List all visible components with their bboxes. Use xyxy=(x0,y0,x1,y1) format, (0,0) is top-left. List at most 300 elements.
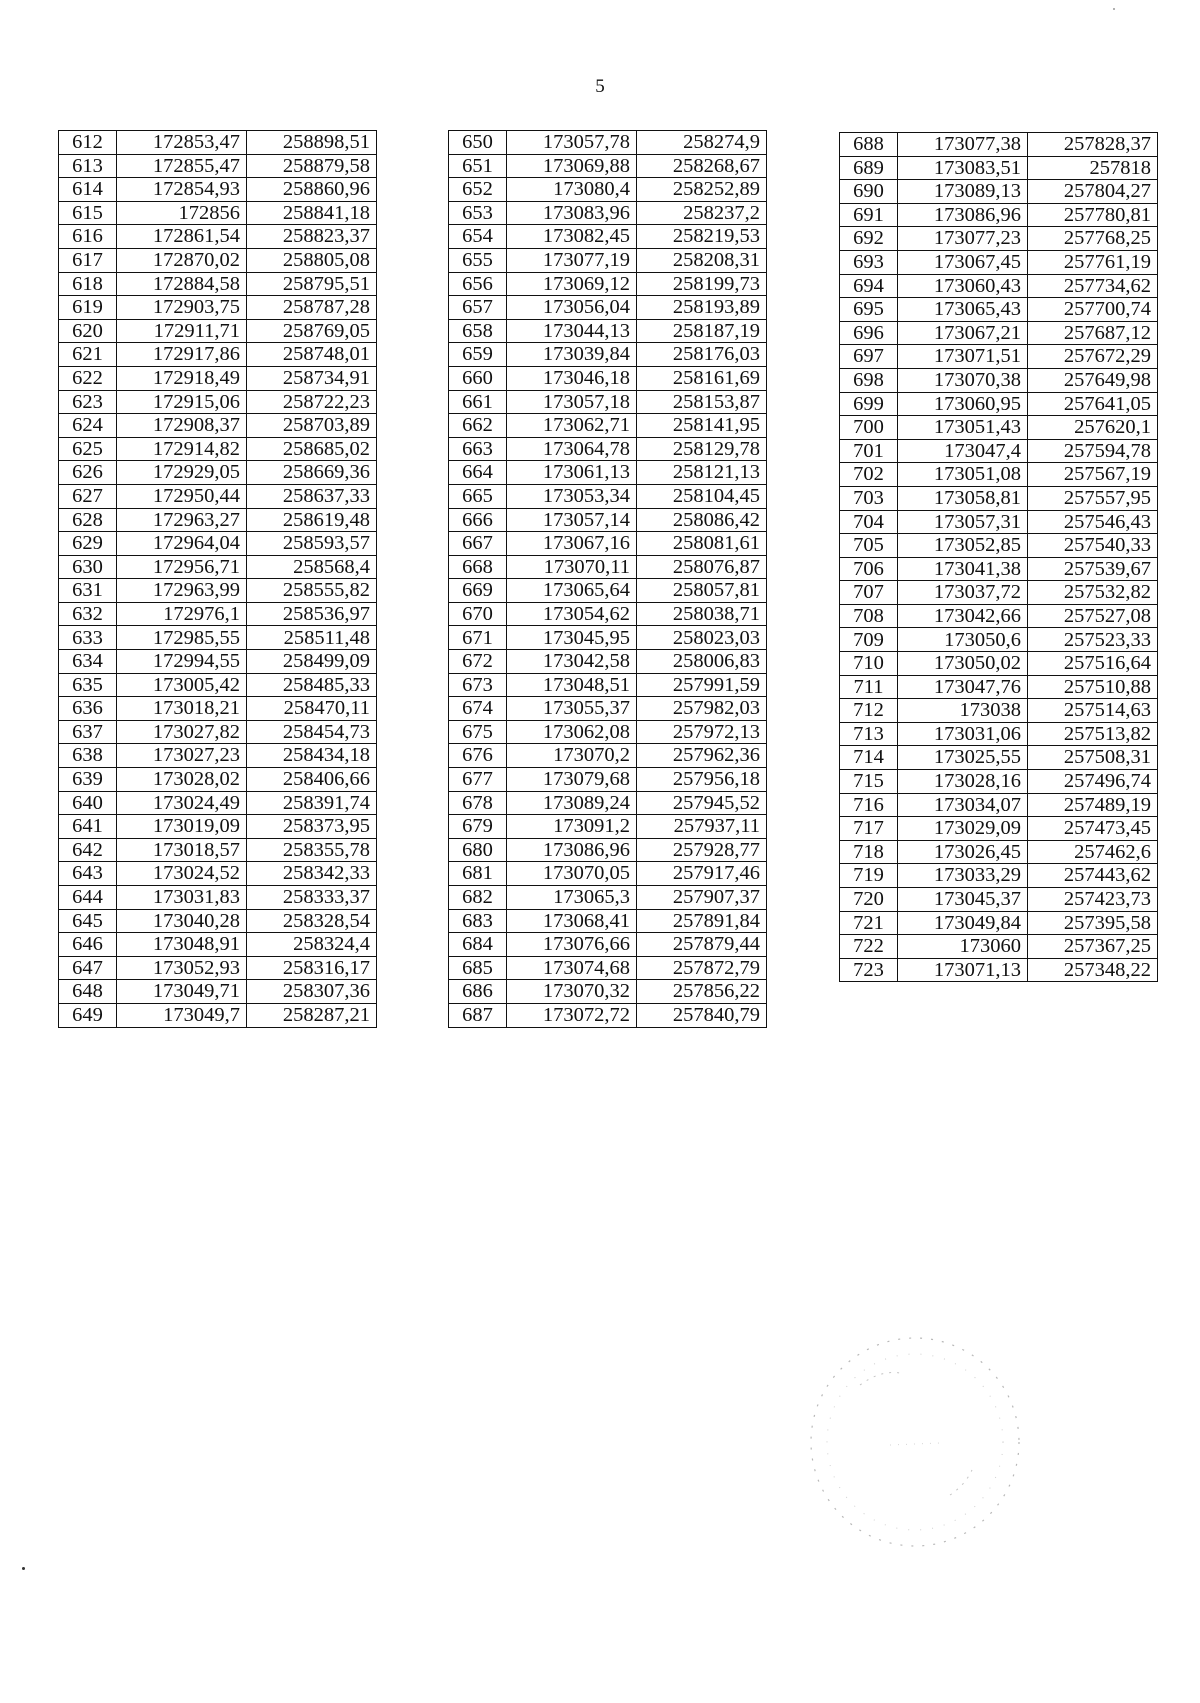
y-coordinate-cell: 258076,87 xyxy=(637,555,767,579)
table-row xyxy=(59,366,377,390)
table-row xyxy=(840,156,1158,180)
table-row xyxy=(840,486,1158,510)
table-row xyxy=(59,980,377,1004)
point-number-cell: 679 xyxy=(449,815,507,839)
point-number-cell: 718 xyxy=(840,840,898,864)
table-row xyxy=(59,720,377,744)
x-coordinate-cell: 173045,95 xyxy=(507,626,637,650)
x-coordinate-cell: 173029,09 xyxy=(898,817,1028,841)
y-coordinate-cell: 257649,98 xyxy=(1028,368,1158,392)
point-number-cell: 661 xyxy=(449,390,507,414)
point-number-cell: 657 xyxy=(449,296,507,320)
point-number-cell: 639 xyxy=(59,768,117,792)
x-coordinate-cell: 173060,43 xyxy=(898,274,1028,298)
x-coordinate-cell: 173042,58 xyxy=(507,650,637,674)
y-coordinate-cell: 257641,05 xyxy=(1028,392,1158,416)
x-coordinate-cell: 173049,7 xyxy=(117,1003,247,1027)
x-coordinate-cell: 173070,32 xyxy=(507,980,637,1004)
table-row xyxy=(840,227,1158,251)
table-row xyxy=(59,461,377,485)
table-row xyxy=(59,484,377,508)
x-coordinate-cell: 173062,08 xyxy=(507,720,637,744)
table-row xyxy=(449,272,767,296)
y-coordinate-cell: 257489,19 xyxy=(1028,793,1158,817)
table-row xyxy=(59,178,377,202)
table-row xyxy=(59,154,377,178)
table-row xyxy=(449,956,767,980)
point-number-cell: 638 xyxy=(59,744,117,768)
y-coordinate-cell: 257917,46 xyxy=(637,862,767,886)
x-coordinate-cell: 173068,41 xyxy=(507,909,637,933)
x-coordinate-cell: 173060,95 xyxy=(898,392,1028,416)
x-coordinate-cell: 173065,43 xyxy=(898,298,1028,322)
point-number-cell: 676 xyxy=(449,744,507,768)
table-row xyxy=(449,720,767,744)
y-coordinate-cell: 258121,13 xyxy=(637,461,767,485)
table-row xyxy=(840,368,1158,392)
point-number-cell: 620 xyxy=(59,319,117,343)
x-coordinate-cell: 173025,55 xyxy=(898,746,1028,770)
y-coordinate-cell: 258023,03 xyxy=(637,626,767,650)
point-number-cell: 686 xyxy=(449,980,507,1004)
x-coordinate-cell: 172976,1 xyxy=(117,602,247,626)
x-coordinate-cell: 173050,02 xyxy=(898,652,1028,676)
x-coordinate-cell: 173019,09 xyxy=(117,815,247,839)
point-number-cell: 693 xyxy=(840,250,898,274)
y-coordinate-cell: 258141,95 xyxy=(637,414,767,438)
x-coordinate-cell: 173027,23 xyxy=(117,744,247,768)
point-number-cell: 707 xyxy=(840,581,898,605)
table-row xyxy=(840,439,1158,463)
x-coordinate-cell: 173074,68 xyxy=(507,956,637,980)
y-coordinate-cell: 257937,11 xyxy=(637,815,767,839)
x-coordinate-cell: 173049,84 xyxy=(898,911,1028,935)
point-number-cell: 664 xyxy=(449,461,507,485)
y-coordinate-cell: 257956,18 xyxy=(637,768,767,792)
x-coordinate-cell: 173062,71 xyxy=(507,414,637,438)
table-row xyxy=(449,461,767,485)
point-number-cell: 631 xyxy=(59,579,117,603)
point-number-cell: 722 xyxy=(840,935,898,959)
coordinates-table-2 xyxy=(448,130,767,1028)
x-coordinate-cell: 173027,82 xyxy=(117,720,247,744)
x-coordinate-cell: 173034,07 xyxy=(898,793,1028,817)
y-coordinate-cell: 258328,54 xyxy=(247,909,377,933)
y-coordinate-cell: 258193,89 xyxy=(637,296,767,320)
point-number-cell: 678 xyxy=(449,791,507,815)
point-number-cell: 696 xyxy=(840,321,898,345)
point-number-cell: 700 xyxy=(840,416,898,440)
table-row xyxy=(449,673,767,697)
y-coordinate-cell: 258795,51 xyxy=(247,272,377,296)
point-number-cell: 630 xyxy=(59,555,117,579)
x-coordinate-cell: 173070,05 xyxy=(507,862,637,886)
x-coordinate-cell: 173086,96 xyxy=(507,838,637,862)
y-coordinate-cell: 257872,79 xyxy=(637,956,767,980)
table-row xyxy=(449,178,767,202)
table-row xyxy=(59,248,377,272)
table-row xyxy=(449,602,767,626)
point-number-cell: 665 xyxy=(449,484,507,508)
table-row xyxy=(449,697,767,721)
y-coordinate-cell: 258342,33 xyxy=(247,862,377,886)
point-number-cell: 708 xyxy=(840,604,898,628)
table-row xyxy=(449,319,767,343)
table-row xyxy=(449,532,767,556)
x-coordinate-cell: 172884,58 xyxy=(117,272,247,296)
table-row xyxy=(840,840,1158,864)
table-row xyxy=(449,248,767,272)
stray-dot xyxy=(1113,8,1115,10)
point-number-cell: 650 xyxy=(449,131,507,155)
y-coordinate-cell: 258860,96 xyxy=(247,178,377,202)
point-number-cell: 619 xyxy=(59,296,117,320)
x-coordinate-cell: 172963,27 xyxy=(117,508,247,532)
point-number-cell: 632 xyxy=(59,602,117,626)
table-row xyxy=(840,180,1158,204)
table-row xyxy=(449,815,767,839)
y-coordinate-cell: 257928,77 xyxy=(637,838,767,862)
x-coordinate-cell: 173048,51 xyxy=(507,673,637,697)
y-coordinate-cell: 258086,42 xyxy=(637,508,767,532)
x-coordinate-cell: 173057,31 xyxy=(898,510,1028,534)
x-coordinate-cell: 173053,34 xyxy=(507,484,637,508)
point-number-cell: 682 xyxy=(449,886,507,910)
table-row xyxy=(840,935,1158,959)
point-number-cell: 670 xyxy=(449,602,507,626)
y-coordinate-cell: 258593,57 xyxy=(247,532,377,556)
x-coordinate-cell: 173045,37 xyxy=(898,888,1028,912)
x-coordinate-cell: 173057,78 xyxy=(507,131,637,155)
y-coordinate-cell: 257546,43 xyxy=(1028,510,1158,534)
point-number-cell: 687 xyxy=(449,1003,507,1027)
table-row xyxy=(840,958,1158,982)
x-coordinate-cell: 172903,75 xyxy=(117,296,247,320)
x-coordinate-cell: 173083,51 xyxy=(898,156,1028,180)
x-coordinate-cell: 172929,05 xyxy=(117,461,247,485)
table-row xyxy=(449,838,767,862)
y-coordinate-cell: 258391,74 xyxy=(247,791,377,815)
point-number-cell: 675 xyxy=(449,720,507,744)
y-coordinate-cell: 257761,19 xyxy=(1028,250,1158,274)
x-coordinate-cell: 173077,38 xyxy=(898,133,1028,157)
x-coordinate-cell: 173086,96 xyxy=(898,203,1028,227)
y-coordinate-cell: 257510,88 xyxy=(1028,675,1158,699)
point-number-cell: 634 xyxy=(59,650,117,674)
table-row xyxy=(449,366,767,390)
point-number-cell: 689 xyxy=(840,156,898,180)
x-coordinate-cell: 173065,3 xyxy=(507,886,637,910)
point-number-cell: 651 xyxy=(449,154,507,178)
y-coordinate-cell: 257527,08 xyxy=(1028,604,1158,628)
y-coordinate-cell: 258787,28 xyxy=(247,296,377,320)
y-coordinate-cell: 258038,71 xyxy=(637,602,767,626)
x-coordinate-cell: 173056,04 xyxy=(507,296,637,320)
y-coordinate-cell: 257768,25 xyxy=(1028,227,1158,251)
point-number-cell: 615 xyxy=(59,201,117,225)
table-row xyxy=(59,791,377,815)
y-coordinate-cell: 258722,23 xyxy=(247,390,377,414)
point-number-cell: 662 xyxy=(449,414,507,438)
table-row xyxy=(449,414,767,438)
x-coordinate-cell: 173052,85 xyxy=(898,534,1028,558)
x-coordinate-cell: 173076,66 xyxy=(507,933,637,957)
x-coordinate-cell: 173089,24 xyxy=(507,791,637,815)
table-row xyxy=(840,793,1158,817)
x-coordinate-cell: 173026,45 xyxy=(898,840,1028,864)
point-number-cell: 688 xyxy=(840,133,898,157)
x-coordinate-cell: 173079,68 xyxy=(507,768,637,792)
y-coordinate-cell: 258104,45 xyxy=(637,484,767,508)
point-number-cell: 716 xyxy=(840,793,898,817)
point-number-cell: 706 xyxy=(840,557,898,581)
x-coordinate-cell: 173058,81 xyxy=(898,486,1028,510)
point-number-cell: 721 xyxy=(840,911,898,935)
x-coordinate-cell: 173070,38 xyxy=(898,368,1028,392)
point-number-cell: 643 xyxy=(59,862,117,886)
table-row xyxy=(840,652,1158,676)
y-coordinate-cell: 258355,78 xyxy=(247,838,377,862)
y-coordinate-cell: 258057,81 xyxy=(637,579,767,603)
y-coordinate-cell: 257828,37 xyxy=(1028,133,1158,157)
y-coordinate-cell: 257367,25 xyxy=(1028,935,1158,959)
table-row xyxy=(449,1003,767,1027)
coordinates-table-1 xyxy=(58,130,377,1028)
table-row xyxy=(840,628,1158,652)
table-row xyxy=(449,650,767,674)
y-coordinate-cell: 257982,03 xyxy=(637,697,767,721)
table-row xyxy=(59,626,377,650)
y-coordinate-cell: 258208,31 xyxy=(637,248,767,272)
y-coordinate-cell: 257804,27 xyxy=(1028,180,1158,204)
table-row xyxy=(449,225,767,249)
x-coordinate-cell: 173071,51 xyxy=(898,345,1028,369)
y-coordinate-cell: 258161,69 xyxy=(637,366,767,390)
y-coordinate-cell: 257462,6 xyxy=(1028,840,1158,864)
x-coordinate-cell: 173005,42 xyxy=(117,673,247,697)
table-row xyxy=(59,838,377,862)
table-row xyxy=(449,508,767,532)
y-coordinate-cell: 258470,11 xyxy=(247,697,377,721)
x-coordinate-cell: 173083,96 xyxy=(507,201,637,225)
x-coordinate-cell: 172853,47 xyxy=(117,131,247,155)
page-number: 5 xyxy=(595,76,605,97)
x-coordinate-cell: 173069,12 xyxy=(507,272,637,296)
point-number-cell: 672 xyxy=(449,650,507,674)
x-coordinate-cell: 172854,93 xyxy=(117,178,247,202)
point-number-cell: 629 xyxy=(59,532,117,556)
x-coordinate-cell: 172908,37 xyxy=(117,414,247,438)
x-coordinate-cell: 173039,84 xyxy=(507,343,637,367)
table-row xyxy=(840,298,1158,322)
point-number-cell: 663 xyxy=(449,437,507,461)
table-row xyxy=(840,274,1158,298)
table-row xyxy=(840,463,1158,487)
table-row xyxy=(59,697,377,721)
y-coordinate-cell: 258333,37 xyxy=(247,886,377,910)
x-coordinate-cell: 172911,71 xyxy=(117,319,247,343)
point-number-cell: 720 xyxy=(840,888,898,912)
x-coordinate-cell: 173091,2 xyxy=(507,815,637,839)
table-row xyxy=(59,532,377,556)
y-coordinate-cell: 257508,31 xyxy=(1028,746,1158,770)
table-row xyxy=(449,791,767,815)
table-row xyxy=(840,746,1158,770)
y-coordinate-cell: 258373,95 xyxy=(247,815,377,839)
table-row xyxy=(840,534,1158,558)
point-number-cell: 613 xyxy=(59,154,117,178)
table-row xyxy=(840,864,1158,888)
point-number-cell: 702 xyxy=(840,463,898,487)
y-coordinate-cell: 258252,89 xyxy=(637,178,767,202)
point-number-cell: 666 xyxy=(449,508,507,532)
point-number-cell: 699 xyxy=(840,392,898,416)
x-coordinate-cell: 172915,06 xyxy=(117,390,247,414)
table-row xyxy=(840,133,1158,157)
y-coordinate-cell: 258555,82 xyxy=(247,579,377,603)
y-coordinate-cell: 258669,36 xyxy=(247,461,377,485)
stray-dot xyxy=(22,1567,25,1570)
y-coordinate-cell: 257972,13 xyxy=(637,720,767,744)
y-coordinate-cell: 257856,22 xyxy=(637,980,767,1004)
y-coordinate-cell: 258307,36 xyxy=(247,980,377,1004)
y-coordinate-cell: 258187,19 xyxy=(637,319,767,343)
x-coordinate-cell: 173031,06 xyxy=(898,722,1028,746)
table-row xyxy=(840,581,1158,605)
point-number-cell: 694 xyxy=(840,274,898,298)
y-coordinate-cell: 257496,74 xyxy=(1028,770,1158,794)
x-coordinate-cell: 172917,86 xyxy=(117,343,247,367)
point-number-cell: 636 xyxy=(59,697,117,721)
x-coordinate-cell: 173067,21 xyxy=(898,321,1028,345)
table-row xyxy=(59,296,377,320)
y-coordinate-cell: 257567,19 xyxy=(1028,463,1158,487)
x-coordinate-cell: 173047,4 xyxy=(898,439,1028,463)
y-coordinate-cell: 257818 xyxy=(1028,156,1158,180)
table-row xyxy=(59,744,377,768)
y-coordinate-cell: 257514,63 xyxy=(1028,699,1158,723)
table-row xyxy=(449,744,767,768)
point-number-cell: 627 xyxy=(59,484,117,508)
table-row xyxy=(840,911,1158,935)
point-number-cell: 641 xyxy=(59,815,117,839)
x-coordinate-cell: 172994,55 xyxy=(117,650,247,674)
table-row xyxy=(449,886,767,910)
table-row xyxy=(449,579,767,603)
y-coordinate-cell: 257734,62 xyxy=(1028,274,1158,298)
y-coordinate-cell: 257395,58 xyxy=(1028,911,1158,935)
x-coordinate-cell: 172956,71 xyxy=(117,555,247,579)
x-coordinate-cell: 173047,76 xyxy=(898,675,1028,699)
y-coordinate-cell: 257700,74 xyxy=(1028,298,1158,322)
x-coordinate-cell: 172914,82 xyxy=(117,437,247,461)
point-number-cell: 648 xyxy=(59,980,117,1004)
point-number-cell: 712 xyxy=(840,699,898,723)
y-coordinate-cell: 258434,18 xyxy=(247,744,377,768)
point-number-cell: 673 xyxy=(449,673,507,697)
y-coordinate-cell: 257991,59 xyxy=(637,673,767,697)
y-coordinate-cell: 258274,9 xyxy=(637,131,767,155)
point-number-cell: 655 xyxy=(449,248,507,272)
x-coordinate-cell: 173069,88 xyxy=(507,154,637,178)
point-number-cell: 698 xyxy=(840,368,898,392)
x-coordinate-cell: 173048,91 xyxy=(117,933,247,957)
y-coordinate-cell: 257516,64 xyxy=(1028,652,1158,676)
x-coordinate-cell: 172861,54 xyxy=(117,225,247,249)
y-coordinate-cell: 258879,58 xyxy=(247,154,377,178)
x-coordinate-cell: 172870,02 xyxy=(117,248,247,272)
table-row xyxy=(59,768,377,792)
table-row xyxy=(840,675,1158,699)
table-row xyxy=(59,579,377,603)
table-row xyxy=(449,437,767,461)
x-coordinate-cell: 173065,64 xyxy=(507,579,637,603)
x-coordinate-cell: 173082,45 xyxy=(507,225,637,249)
x-coordinate-cell: 172918,49 xyxy=(117,366,247,390)
table-row xyxy=(840,345,1158,369)
x-coordinate-cell: 173070,2 xyxy=(507,744,637,768)
x-coordinate-cell: 173037,72 xyxy=(898,581,1028,605)
table-row xyxy=(59,886,377,910)
table-row xyxy=(59,201,377,225)
y-coordinate-cell: 258129,78 xyxy=(637,437,767,461)
y-coordinate-cell: 257557,95 xyxy=(1028,486,1158,510)
y-coordinate-cell: 258748,01 xyxy=(247,343,377,367)
y-coordinate-cell: 258406,66 xyxy=(247,768,377,792)
x-coordinate-cell: 173028,02 xyxy=(117,768,247,792)
table-row xyxy=(840,817,1158,841)
x-coordinate-cell: 173077,19 xyxy=(507,248,637,272)
point-number-cell: 714 xyxy=(840,746,898,770)
y-coordinate-cell: 258637,33 xyxy=(247,484,377,508)
y-coordinate-cell: 257780,81 xyxy=(1028,203,1158,227)
y-coordinate-cell: 258685,02 xyxy=(247,437,377,461)
x-coordinate-cell: 173018,57 xyxy=(117,838,247,862)
table-row xyxy=(59,933,377,957)
point-number-cell: 628 xyxy=(59,508,117,532)
table-row xyxy=(59,815,377,839)
table-row xyxy=(59,909,377,933)
table-row xyxy=(59,602,377,626)
y-coordinate-cell: 257532,82 xyxy=(1028,581,1158,605)
x-coordinate-cell: 173038 xyxy=(898,699,1028,723)
point-number-cell: 625 xyxy=(59,437,117,461)
table-row xyxy=(59,508,377,532)
y-coordinate-cell: 258316,17 xyxy=(247,956,377,980)
x-coordinate-cell: 173061,13 xyxy=(507,461,637,485)
point-number-cell: 616 xyxy=(59,225,117,249)
x-coordinate-cell: 173071,13 xyxy=(898,958,1028,982)
point-number-cell: 710 xyxy=(840,652,898,676)
x-coordinate-cell: 173067,16 xyxy=(507,532,637,556)
y-coordinate-cell: 257962,36 xyxy=(637,744,767,768)
table-row xyxy=(840,321,1158,345)
point-number-cell: 614 xyxy=(59,178,117,202)
point-number-cell: 709 xyxy=(840,628,898,652)
y-coordinate-cell: 258619,48 xyxy=(247,508,377,532)
point-number-cell: 626 xyxy=(59,461,117,485)
x-coordinate-cell: 173046,18 xyxy=(507,366,637,390)
point-number-cell: 640 xyxy=(59,791,117,815)
point-number-cell: 671 xyxy=(449,626,507,650)
x-coordinate-cell: 173050,6 xyxy=(898,628,1028,652)
x-coordinate-cell: 173033,29 xyxy=(898,864,1028,888)
y-coordinate-cell: 258898,51 xyxy=(247,131,377,155)
point-number-cell: 677 xyxy=(449,768,507,792)
point-number-cell: 691 xyxy=(840,203,898,227)
y-coordinate-cell: 257423,73 xyxy=(1028,888,1158,912)
point-number-cell: 719 xyxy=(840,864,898,888)
